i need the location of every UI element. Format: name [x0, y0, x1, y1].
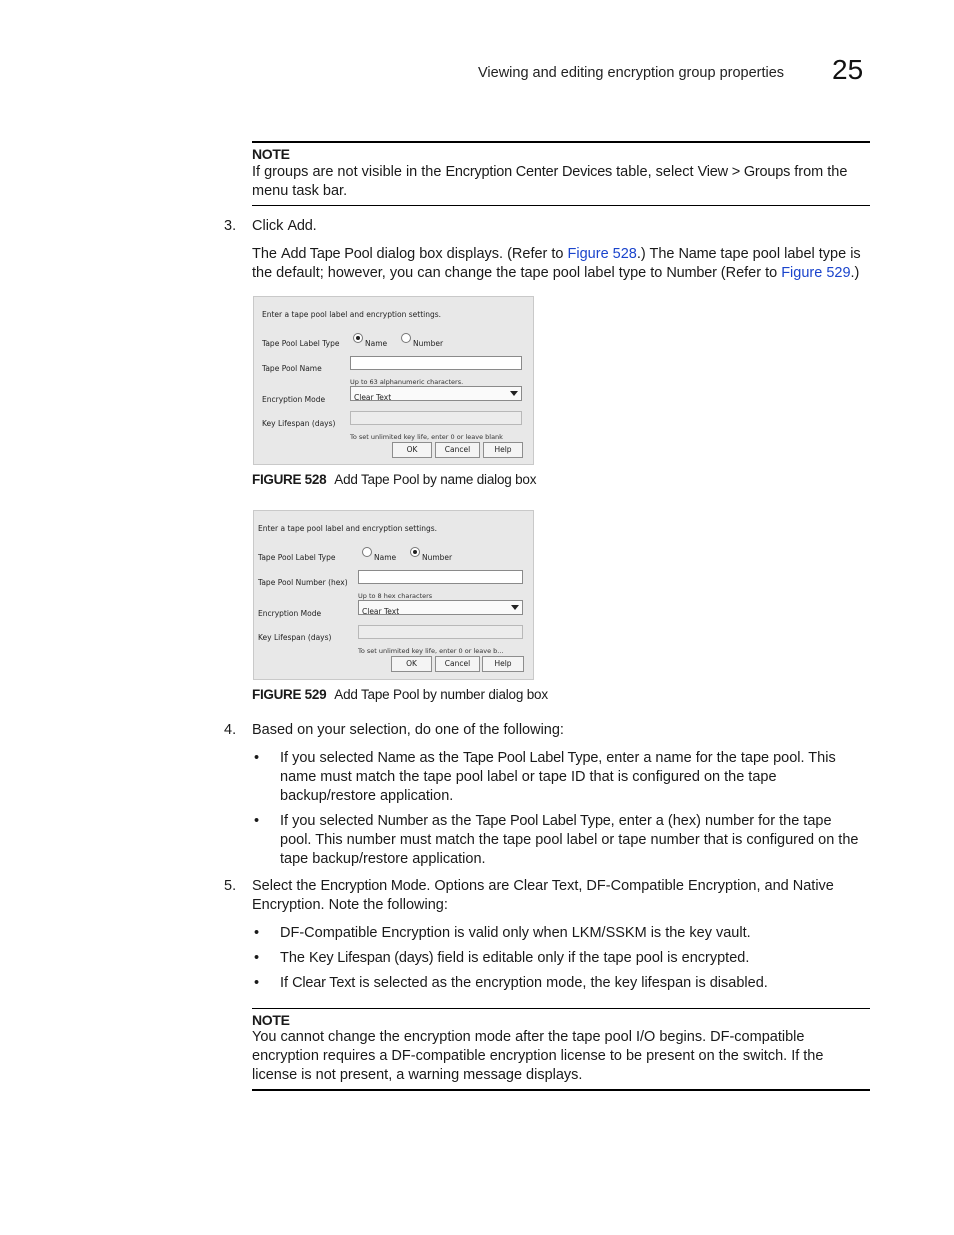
- note-text: You cannot change the encryption mode after the tape pool I/O begins. DF-compatible encryption requires a DF-compatible encryption license to be present on the switch. If the license is not present, a warning message displays.: [252, 1029, 824, 1083]
- ui-term: Add Tape Pool: [281, 246, 373, 262]
- bullet-number-selection: [280, 812, 865, 869]
- bullet-clear-text: [280, 974, 865, 993]
- bullet-text: , enter a (hex) number for the tape pool. This number must match the tape pool label or tape number that is configured on the tape backup/restore application.: [280, 813, 859, 867]
- dialog-prompt: Enter a tape pool label and encryption settings.: [262, 310, 442, 319]
- bullet-text: If: [280, 975, 293, 991]
- figure-title: Add Tape Pool by name dialog box: [334, 472, 537, 487]
- encryption-mode-select[interactable]: [350, 386, 522, 401]
- tape-pool-number-label: Tape Pool Number (hex): [258, 578, 348, 587]
- cancel-button[interactable]: Cancel: [435, 442, 480, 458]
- bullet-key-lifespan: [280, 949, 865, 968]
- running-header-title: Viewing and editing encryption group properties: [478, 65, 785, 81]
- figure-number: FIGURE 529: [252, 687, 327, 702]
- tape-pool-name-hint: Up to 63 alphanumeric characters.: [350, 378, 464, 386]
- note-text-part: table, select: [612, 164, 698, 180]
- paragraph-text: .) The: [636, 246, 679, 262]
- paragraph-text: dialog box displays. (Refer to: [372, 246, 568, 262]
- note-bottom-rule: [252, 1089, 870, 1091]
- bullet-text: , enter a name for the tape pool. This name must match the tape pool label or tape ID that is configured on the tape backup/restore application.: [280, 750, 836, 804]
- bullet-text: as the: [427, 813, 476, 829]
- key-lifespan-hint: To set unlimited key life, enter 0 or leave b...: [358, 647, 504, 655]
- figure-528-caption: [252, 470, 536, 489]
- cancel-button[interactable]: Cancel: [435, 656, 480, 672]
- paragraph-text: (Refer to: [716, 265, 782, 281]
- number-radio[interactable]: [401, 333, 411, 343]
- key-lifespan-label: Key Lifespan (days): [258, 633, 332, 642]
- bullet-glyph: •: [254, 975, 260, 991]
- help-button[interactable]: Help: [483, 442, 523, 458]
- ui-term: View > Groups: [697, 164, 791, 180]
- chapter-number: 25: [832, 54, 864, 85]
- tape-pool-number-hint: Up to 8 hex characters: [358, 592, 433, 600]
- step-text: Select the: [252, 878, 321, 894]
- bullet-text: If you selected: [280, 813, 378, 829]
- figure-529-link[interactable]: Figure 529: [781, 265, 851, 281]
- note-text-part: If groups are not visible in the: [252, 164, 446, 180]
- bullet-text: field is editable only if the tape pool is encrypted.: [433, 950, 750, 966]
- tape-pool-name-label: Tape Pool Name: [262, 364, 322, 373]
- dropdown-arrow-icon: [510, 391, 518, 396]
- encryption-mode-select[interactable]: [358, 600, 523, 615]
- number-radio-label: Number: [413, 339, 444, 348]
- note-heading: NOTE: [252, 1012, 290, 1028]
- figure-528-link[interactable]: Figure 528: [567, 246, 637, 262]
- bullet-glyph: •: [254, 925, 260, 941]
- ui-term: Name: [377, 750, 416, 766]
- ok-button[interactable]: OK: [392, 442, 432, 458]
- tape-pool-number-input[interactable]: [358, 570, 523, 584]
- bullet-text: as the: [415, 750, 463, 766]
- paragraph-text: tape pool label type is the default; however, you can change the tape pool label type to: [252, 246, 861, 281]
- name-radio-label: Name: [374, 553, 397, 562]
- note-box-1: [252, 146, 870, 201]
- encryption-mode-label: Encryption Mode: [262, 395, 326, 404]
- note-heading: NOTE: [252, 146, 290, 162]
- bullet-text: The: [280, 950, 310, 966]
- ui-term: Number: [377, 813, 428, 829]
- dropdown-arrow-icon: [511, 605, 519, 610]
- step-text: Click: [252, 218, 288, 234]
- step-3-paragraph: [252, 245, 872, 283]
- label-type-label: Tape Pool Label Type: [262, 339, 340, 348]
- key-lifespan-input: [350, 411, 522, 425]
- key-lifespan-hint: To set unlimited key life, enter 0 or leave blank: [350, 433, 503, 441]
- bullet-glyph: •: [254, 813, 260, 829]
- ui-term: Encryption Mode: [320, 878, 427, 894]
- name-radio[interactable]: [353, 333, 363, 343]
- tape-pool-name-input[interactable]: [350, 356, 522, 370]
- name-radio-label: Name: [365, 339, 388, 348]
- ui-term: Add: [287, 218, 313, 234]
- ui-term: Clear Text: [292, 975, 356, 991]
- step-number: 3.: [224, 218, 237, 234]
- add-tape-pool-number-dialog: [253, 510, 534, 680]
- step-5-text: [252, 877, 872, 915]
- note-text-part: from the menu task bar.: [252, 164, 848, 199]
- figure-529-caption: [252, 685, 548, 704]
- bullet-name-selection: [280, 749, 865, 806]
- step-text: .: [312, 218, 317, 234]
- ui-term: Tape Pool Label Type: [475, 813, 611, 829]
- step-text: . Options are Clear Text, DF-Compatible Encryption, and Native Encryption. Note the following:: [252, 878, 834, 913]
- note-text: [252, 163, 870, 201]
- help-button[interactable]: Help: [482, 656, 524, 672]
- bullet-df-compatible: DF-Compatible Encryption is valid only when LKM/SSKM is the key vault.: [280, 925, 751, 941]
- dialog-prompt: Enter a tape pool label and encryption settings.: [258, 524, 438, 533]
- bullet-glyph: •: [254, 950, 260, 966]
- name-radio[interactable]: [362, 547, 372, 557]
- key-lifespan-input: [358, 625, 523, 639]
- paragraph-text: The: [252, 246, 282, 262]
- step-number: 4.: [224, 722, 237, 738]
- bullet-glyph: •: [254, 750, 260, 766]
- add-tape-pool-name-dialog: [253, 296, 534, 465]
- number-radio-label: Number: [422, 553, 453, 562]
- step-3-text: [252, 217, 872, 236]
- encryption-mode-value: Clear Text: [354, 393, 392, 402]
- figure-title: Add Tape Pool by number dialog box: [334, 687, 548, 702]
- ui-term: Key Lifespan (days): [309, 950, 434, 966]
- number-radio[interactable]: [410, 547, 420, 557]
- key-lifespan-label: Key Lifespan (days): [262, 419, 336, 428]
- ui-term: Encryption Center Devices: [445, 164, 613, 180]
- paragraph-text: .): [850, 265, 860, 281]
- note-top-rule: [252, 141, 870, 143]
- ui-term: Tape Pool Label Type: [462, 750, 599, 766]
- note-bottom-rule: [252, 205, 870, 206]
- step-number: 5.: [224, 878, 237, 894]
- ui-term: Name: [678, 246, 717, 262]
- encryption-mode-value: Clear Text: [362, 607, 400, 616]
- bullet-text: If you selected: [280, 750, 378, 766]
- encryption-mode-label: Encryption Mode: [258, 609, 322, 618]
- label-type-label: Tape Pool Label Type: [258, 553, 336, 562]
- ok-button[interactable]: OK: [391, 656, 432, 672]
- step-4-text: Based on your selection, do one of the following:: [252, 722, 564, 738]
- note-top-rule: [252, 1008, 870, 1009]
- figure-number: FIGURE 528: [252, 472, 327, 487]
- bullet-text: is selected as the encryption mode, the key lifespan is disabled.: [355, 975, 768, 991]
- note-box-2: [252, 1012, 870, 1085]
- ui-term: Number: [666, 265, 717, 281]
